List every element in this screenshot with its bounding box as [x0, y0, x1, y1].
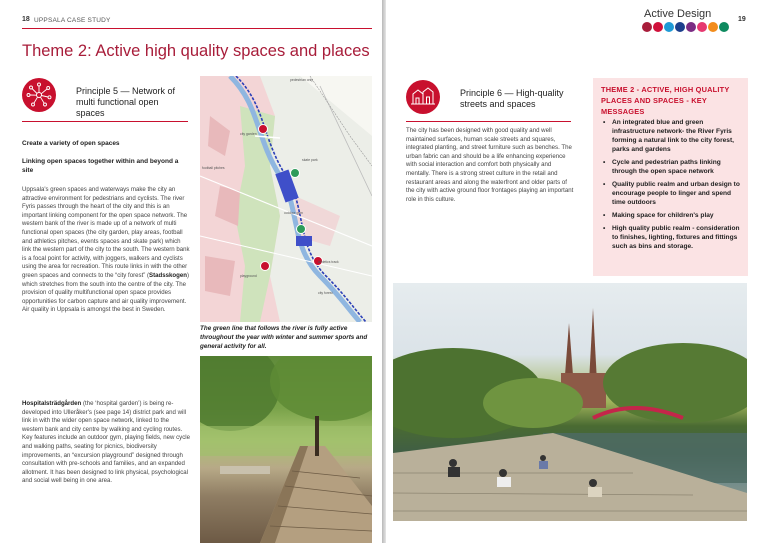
page-number: 18	[22, 16, 30, 23]
map-pin	[260, 261, 270, 271]
map-label: city forest	[318, 291, 333, 295]
principle-5-title: Principle 5 — Network of multi functional open spaces	[76, 86, 176, 118]
subhead-open-spaces: Create a variety of open spaces	[22, 140, 120, 147]
logo-dot	[708, 22, 718, 32]
principle-rule	[22, 121, 188, 122]
network-icon	[22, 78, 56, 112]
principle-6-title: Principle 6 — High-quality streets and spaces	[460, 88, 564, 109]
logo-dot	[664, 22, 674, 32]
left-page	[0, 0, 382, 543]
map-pin	[290, 168, 300, 178]
logo-dot	[675, 22, 685, 32]
key-messages-list	[603, 118, 741, 255]
site-map	[200, 76, 372, 322]
list-item: • Making space for children's play	[603, 211, 741, 220]
subhead-linking: Linking open spaces together within and beyond a site	[22, 158, 179, 174]
map-label: athletics track	[318, 260, 339, 264]
map-label: city garden	[240, 132, 257, 136]
logo-dot	[719, 22, 729, 32]
body-paragraph-2: Hospitalsträdgården (the ‘hospital garden’) is being re-developed into Ulleråker's (see page 14) district park and will link in with the wider open space network, linked to the western bank and city centre by walking and cycling routes. Key features include an outdoor gym, playing fields, new cycle and walking paths, seating for picnics, biodiversity improvements, an “excursion playground” designed through consultation with pre-schools and families, and an expanded allotment. It has been designed to link physical, psychological and social well being in one area.	[22, 400, 191, 485]
map-label: pedestrian only	[290, 78, 313, 82]
map-label: football pitches	[202, 166, 225, 170]
map-label: outdoor gym	[284, 211, 303, 215]
key-messages-box	[593, 78, 748, 276]
map-label: skate park	[302, 158, 318, 162]
logo-dot	[686, 22, 696, 32]
page-number: 19	[738, 16, 746, 23]
street-icon	[406, 80, 440, 114]
header-rule	[22, 28, 372, 29]
logo-dot	[697, 22, 707, 32]
list-item: • Cycle and pedestrian paths linking through the open space network	[603, 158, 741, 176]
logo-dots	[642, 22, 732, 34]
map-pin	[296, 224, 306, 234]
list-item: • Quality public realm and urban design to encourage people to linger and spend time outdoors	[603, 180, 741, 207]
right-page	[386, 0, 768, 543]
list-item: • An integrated blue and green infrastructure network- the River Fyris forming a natural link to the city forest, parks and gardens	[603, 118, 741, 154]
running-head: UPPSALA CASE STUDY	[34, 17, 111, 24]
logo-dot	[642, 22, 652, 32]
body-paragraph-1: Uppsala's green spaces and waterways make the city an attractive environment for pedestrians and cyclists. The river Fyris passes through the heart of the city and this is an important linking component for the open space network. The western bank of the river is made up of a network of multi functional open spaces (the city garden, play areas, football and athletics pitches, events spaces and skate park) which link the western part of the city to the south. The western bank is a focal point for activity, with joggers, walkers and cyclists using the area for recreation. This route links in with the other green spaces and connects to the “city forest” (Stadsskogen) which stretches from the south into the centre of the city. The provision of quality multifunctional open space provides opportunities for carbon capture and air quality improvement. Air quality in Uppsala is amongst the best in Sweden.	[22, 186, 190, 314]
list-item: • High quality public realm - consideration to finishes, lighting, fixtures and fittings such as bins and storage.	[603, 224, 741, 251]
principle-rule	[406, 121, 571, 122]
theme-title: Theme 2: Active high quality spaces and places	[22, 42, 370, 60]
park-path-photo	[200, 356, 372, 543]
map-caption: The green line that follows the river is fully active throughout the year with winter and summer sports and general activity for all.	[200, 325, 368, 350]
map-label: playground	[240, 274, 257, 278]
riverside-photo	[393, 283, 747, 521]
principle-6-paragraph: The city has been designed with good quality and well maintained surfaces, human scale streets and squares, integrated planting, and street furniture such as benches. The urban fabric can and should be a life enhancing experience with social interaction and comfort both physically and mentally. There is a strong street culture in the retail and restaurant areas and along the waterfront and older parts of the city with active ground floor frontages playing an important role in this culture.	[406, 127, 574, 203]
key-messages-title: THEME 2 - ACTIVE, HIGH QUALITY PLACES AND SPACES - KEY MESSAGES	[601, 85, 730, 116]
active-design-logo: Active Design	[644, 8, 712, 20]
logo-dot	[653, 22, 663, 32]
